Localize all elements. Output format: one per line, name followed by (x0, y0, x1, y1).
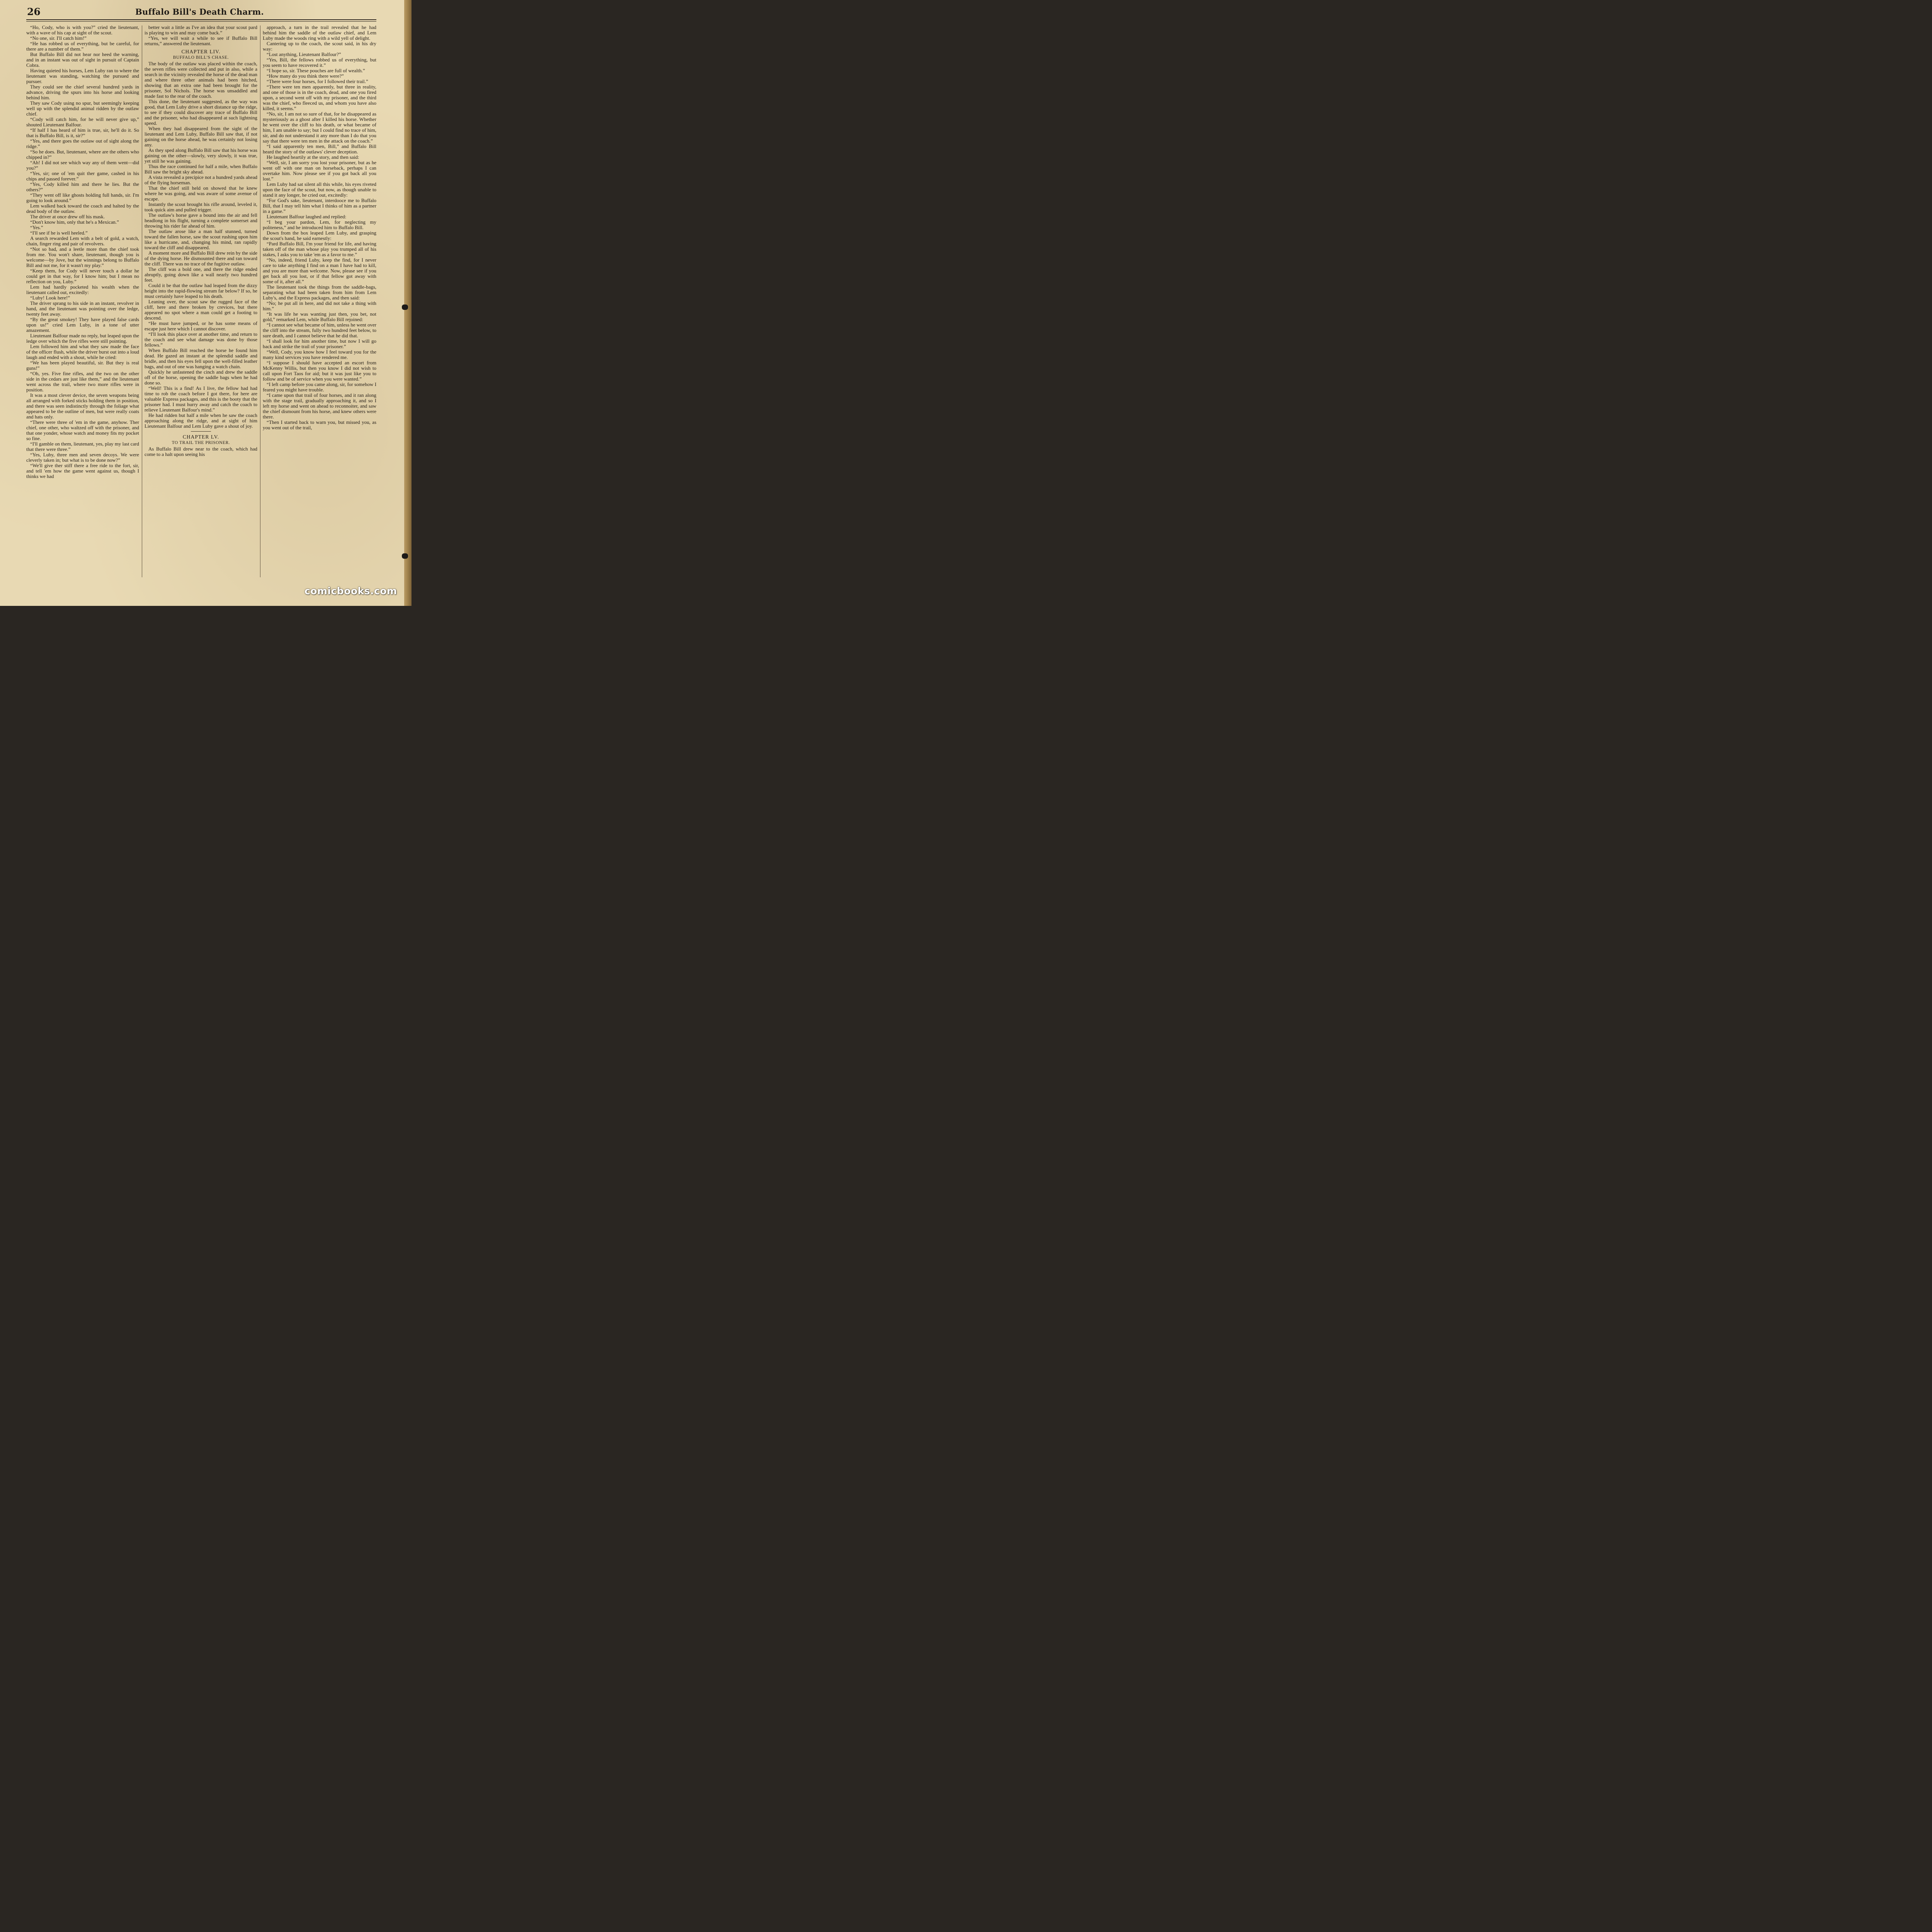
paragraph: This done, the lieutenant suggested, as the way was good, that Lem Luby drive a short distance up the ridge, to see if they could discover any trace of Buffalo Bill and the prisoner, who had disappeared at such lightning speed. (145, 99, 257, 126)
header-rule-bottom (26, 21, 376, 22)
paragraph: “Yes, Bill, the fellows robbed us of everything, but you seem to have recovered it.” (263, 57, 376, 68)
paragraph: When they had disappeared from the sight of the lieutenant and Lem Luby, Buffalo Bill saw that, if not gaining on the horse ahead, he was certainly not losing any. (145, 126, 257, 148)
paragraph: “Yes, and there goes the outlaw out of sight along the ridge.” (26, 138, 139, 149)
paragraph: “No, sir, I am not so sure of that, for he disappeared as mysteriously as a ghost after I killed his horse. Whether he went over the cliff to his death, or what became of him, I am unable to say; but I could find no trace of him, sir, and do not understand it any more than I do that you say that there were ten men in the attack on the coach.” (263, 111, 376, 144)
paragraph: Instantly the scout brought his rifle around, leveled it, took quick aim and pulled trigger. (145, 202, 257, 213)
paragraph: “For God's sake, lieutenant, interdooce me to Buffalo Bill, that I may tell him what I thinks of him as a partner in a game.” (263, 198, 376, 214)
paragraph: “Yes, sir; one of 'em quit ther game, cashed in his chips and passed forever.” (26, 171, 139, 182)
paragraph: “They went off like ghosts holding full hands, sir. I'm going to look around.” (26, 192, 139, 203)
paragraph: “Yes.” (30, 225, 43, 230)
paragraph: The outlaw's horse gave a bound into the air and fell headlong in his flight, turning a complete somerset and throwing his rider far ahead of him. (145, 213, 257, 229)
paragraph: “I left camp before you came along, sir, for somehow I feared you might have trouble. (263, 382, 376, 393)
paragraph: “There were ten men apparently, but three in reality, and one of those is in the coach, dead, and one you fired upon, a second went off with my prisoner, and the third was the chief, who fleeced us, and whom you have also killed, it seems.” (263, 84, 376, 111)
paragraph: “Then I started back to warn you, but missed you, as you went out of the trail, (263, 420, 376, 430)
paragraph: Lem had hardly pocketed his wealth when the lieutenant called out, excitedly: (26, 284, 139, 295)
paragraph: The driver at once drew off his mask. (30, 214, 105, 219)
paragraph: Lem Luby had sat silent all this while, his eyes riveted upon the face of the scout, but now, as though unable to stand it any longer, he cried out, excitedly: (263, 182, 376, 198)
paragraph: “We'll give ther stiff there a free ride to the fort, sir, and tell 'em how the game went against us, though I thinks we had (26, 463, 139, 479)
paragraph: “I came upon that trail of four horses, and it ran along with the stage trail, gradually approaching it, and so I left my horse and went on ahead to reconnoiter, and saw the chief dismount from his horse, and knew others were there. (263, 393, 376, 420)
paragraph: “There were four horses, for I followed their trail.” (267, 79, 368, 84)
paragraph: “No one, sir. I'll catch him!” (30, 36, 87, 41)
paragraph: The body of the outlaw was placed within the coach, the seven rifles were collected and put in also, while a search in the vicinity revealed the horse of the dead man and where three other animals had been hitched, showing that an extra one had been brought for the prisoner, Sol Nichols. The horse was unsaddled and made fast to the rear of the coach. (145, 61, 257, 99)
paragraph: “We has been played beautiful, sir. But they is real guns!” (26, 360, 139, 371)
paragraph: “I'll look this place over at another time, and return to the coach and see what damage was done by those fellows.” (145, 332, 257, 348)
paragraph: The driver sprang to his side in an instant, revolver in hand, and the lieutenant was pointing over the ledge, twenty feet away. (26, 301, 139, 317)
paragraph: Lem followed him and what they saw made the face of the officer flush, while the driver burst out into a loud laugh and ended with a shout, while he cried: (26, 344, 139, 360)
binding-hole (402, 304, 408, 310)
paragraph: But Buffalo Bill did not hear nor heed the warning, and in an instant was out of sight in pursuit of Captain Cobra. (26, 52, 139, 68)
paragraph: “So he does. But, lieutenant, where are the others who chipped in?” (26, 149, 139, 160)
paragraph: “Yes, we will wait a while to see if Buffalo Bill returns,” answered the lieutenant. (145, 36, 257, 46)
paragraph: A moment more and Buffalo Bill drew rein by the side of the dying horse. He dismounted there and ran toward the cliff. There was no trace of the fugitive outlaw. (145, 250, 257, 267)
paragraph: “How many do you think there were?” (267, 73, 344, 79)
paragraph: The outlaw arose like a man half stunned, turned toward the fallen horse, saw the scout rushing upon him like a hurricane, and, changing his mind, ran rapidly toward the cliff and disappeared. (145, 229, 257, 250)
paragraph: They saw Cody using no spur, but seemingly keeping well up with the splendid animal ridden by the outlaw chief. (26, 100, 139, 117)
paragraph: “He has robbed us of everything, but be careful, for there are a number of them.” (26, 41, 139, 52)
text-column-2 (145, 25, 257, 581)
page-number: 26 (27, 6, 41, 17)
paragraph: It was a most clever device, the seven weapons being all arranged with forked sticks holding them in position, and there was seen indistinctly through the foliage what appeared to be the outline of men, but were really coats and hats only. (26, 393, 139, 420)
paragraph: “It was life he was wanting just then, you bet, not gold,” remarked Lem, while Buffalo Bill rejoined: (263, 311, 376, 322)
paragraph: “Cody will catch him, for he will never give up,” shouted Lieutenant Balfour. (26, 117, 139, 128)
paragraph: “Well, Cody, you know how I feel toward you for the many kind services you have rendered me. (263, 349, 376, 360)
chapter-subtitle: TO TRAIL THE PRISONER. (172, 440, 230, 445)
header-rule-top (26, 19, 376, 20)
paragraph: Quickly he unfastened the cinch and drew the saddle off of the horse, opening the saddle bags when he had done so. (145, 369, 257, 386)
paragraph: As Buffalo Bill drew near to the coach, which had come to a halt upon seeing his (145, 446, 257, 457)
paragraph: “I suppose I should have accepted an escort from McKenny Willis, but then you know I did not wish to call upon Fort Taos for aid; but it was just like you to follow and be of service when you were wanted.” (263, 360, 376, 382)
paragraph: “I'll see if he is well heeled.” (30, 230, 88, 236)
paragraph: They could see the chief several hundred yards in advance, driving the spurs into his horse and looking behind him. (26, 84, 139, 100)
page-edge (404, 0, 412, 606)
paragraph: “Yes, Luby, three men and seven decoys. We were cleverly taken in; but what is to be done now?” (26, 452, 139, 463)
paragraph: “No; he put all in here, and did not take a thing with him.” (263, 301, 376, 311)
paragraph: Cantering up to the coach, the scout said, in his dry way: (263, 41, 376, 52)
chapter-separator (191, 431, 211, 432)
paragraph: “Yes, Cody killed him and there he lies. But the others?” (26, 182, 139, 192)
paragraph: “Lost anything, Lieutenant Balfour?” (267, 52, 341, 57)
paragraph: “Well, sir, I am sorry you lost your prisoner, but as he went off with one man on horseback, perhaps I can overtake him. Now please see if you got back all you lost.” (263, 160, 376, 182)
running-head-title: Buffalo Bill's Death Charm. (135, 7, 264, 17)
binding-hole (402, 553, 408, 559)
paragraph: When Buffalo Bill reached the horse he found him dead. He gazed an instant at the splendid saddle and bridle, and then his eyes fell upon the well-filled leather bags, and out of one was hanging a watch chain. (145, 348, 257, 369)
paragraph: “Pard Buffalo Bill, I'm your friend for life, and having taken off of the man whose play you trumped all of his stakes, I asks you to take 'em as a favor to me.” (263, 241, 376, 257)
chapter-heading: CHAPTER LIV. (181, 49, 221, 54)
paragraph: “By the great smokey! They have played false cards upon us!” cried Lem Luby, in a tone of utter amazement. (26, 317, 139, 333)
paragraph: “He must have jumped, or he has some means of escape just here which I cannot discover. (145, 321, 257, 332)
paragraph: Lem walked back toward the coach and halted by the dead body of the outlaw. (26, 203, 139, 214)
paragraph: Thus the race continued for half a mile, when Buffalo Bill saw the bright sky ahead. (145, 164, 257, 175)
paragraph: “Not so bad, and a leetle more than the chief took from me. You won't share, lieutenant, though you is welcome—by Jove, but the winnings belong to Buffalo Bill and not me, for it wasn't my play.” (26, 247, 139, 268)
paragraph: Could it be that the outlaw had leaped from the dizzy height into the rapid-flowing stream far below? If so, he must certainly have leaped to his death. (145, 283, 257, 299)
paragraph: The cliff was a bold one, and there the ridge ended abruptly, going down like a wall nearly two hundred feet. (145, 267, 257, 283)
paragraph: “No, indeed, friend Luby, keep the find, for I never care to take anything I find on a man I have had to kill, and you are more than welcome. Now, please see if you get back all you lost, or if that fellow got away with some of it, after all.” (263, 257, 376, 284)
text-column-3 (263, 25, 376, 581)
paragraph: Lieutenant Balfour made no reply, but leaped upon the ledge over which the five rifles were still pointing. (26, 333, 139, 344)
paragraph: “Well! This is a find! As I live, the fellow had had time to rob the coach before I got there, for here are valuable Express packages, and this is the booty that the prisoner had. I must hurry away and catch the coach to relieve Lieutenant Balfour's mind.” (145, 386, 257, 413)
paragraph: “I shall look for him another time, but now I will go back and strike the trail of your prisoner.” (263, 338, 376, 349)
paragraph: “Keep them, for Cody will never touch a dollar he could get in that way, for I know him; but I mean no reflection on you, Luby.” (26, 268, 139, 284)
paragraph: The lieutenant took the things from the saddle-bags, separating what had been taken from him from Lem Luby's, and the Express packages, and then said: (263, 284, 376, 301)
paragraph: He laughed heartily at the story, and then said: (267, 155, 359, 160)
paragraph: “I hope so, sir. These pouches are full of wealth.” (267, 68, 365, 73)
paragraph: “Don't know him, only that he's a Mexican.” (30, 219, 119, 225)
paragraph: “If half I has heard of him is true, sir, he'll do it. So that is Buffalo Bill, is it, sir?” (26, 128, 139, 138)
paragraph: “Ho, Cody, who is with you?” cried the lieutenant, with a wave of his cap at sight of the scout. (26, 25, 139, 36)
paragraph: Lieutenant Balfour laughed and replied: (267, 214, 347, 219)
paragraph: “Luby! Look here!” (30, 295, 70, 301)
paragraph: “Oh, yes. Five fine rifles, and the two on the other side in the cedars are just like them,” and the lieutenant went across the trail, where two more rifles were in position. (26, 371, 139, 393)
paragraph: A search rewarded Lem with a belt of gold, a watch, chain, finger ring and pair of revolvers. (26, 236, 139, 247)
paragraph: That the chief still held on showed that he knew where he was going, and was aware of some avenue of escape. (145, 185, 257, 202)
paragraph: Having quieted his horses, Lem Luby ran to where the lieutenant was standing, watching the pursued and pursuer. (26, 68, 139, 84)
chapter-heading: CHAPTER LV. (182, 434, 219, 440)
paragraph: Leaning over, the scout saw the rugged face of the cliff, here and there broken by crevices, but there appeared no spot where a man could get a footing to descend. (145, 299, 257, 321)
paragraph: approach, a turn in the trail revealed that he had behind him the saddle of the outlaw chief, and Lem Luby made the woods ring with a wild yell of delight. (263, 25, 376, 41)
paragraph: A vista revealed a precipice not a hundred yards ahead of the flying horseman. (145, 175, 257, 185)
paragraph: “I beg your pardon, Lem, for neglecting my politeness,” and he introduced him to Buffalo Bill. (263, 219, 376, 230)
paragraph: Down from the box leaped Lem Luby, and grasping the scout's hand, he said earnestly: (263, 230, 376, 241)
paragraph: “Ah! I did not see which way any of them went—did you?” (26, 160, 139, 171)
paragraph: He had ridden but half a mile when he saw the coach approaching along the ridge, and at sight of him Lieutenant Balfour and Lem Luby gave a shout of joy. (145, 413, 257, 429)
text-column-1 (26, 25, 139, 581)
paragraph: As they sped along Buffalo Bill saw that his horse was gaining on the other—slowly, very slowly, it was true, yet still he was gaining. (145, 148, 257, 164)
paragraph: “I said apparently ten men, Bill,” and Buffalo Bill heard the story of the outlaws' clever deception. (263, 144, 376, 155)
magazine-page (0, 0, 404, 606)
chapter-subtitle: BUFFALO BILL'S CHASE. (173, 55, 229, 60)
paragraph: “I cannot see what became of him, unless he went over the cliff into the stream, fully two hundred feet below, to sure death, and I cannot believe that he did that. (263, 322, 376, 338)
paragraph: “I'll gamble on them, lieutenant, yes, play my last card that there were three.” (26, 441, 139, 452)
paragraph: “There were three of 'em in the game, anyhow. Ther chief, one other, who waltzed off with the prisoner, and that one yonder, whose watch and money fits my pocket so fine. (26, 420, 139, 441)
watermark: comicbooks.com (304, 585, 397, 597)
paragraph: better wait a little as I've an idea that your scout pard is playing to win and may come back.” (145, 25, 257, 36)
